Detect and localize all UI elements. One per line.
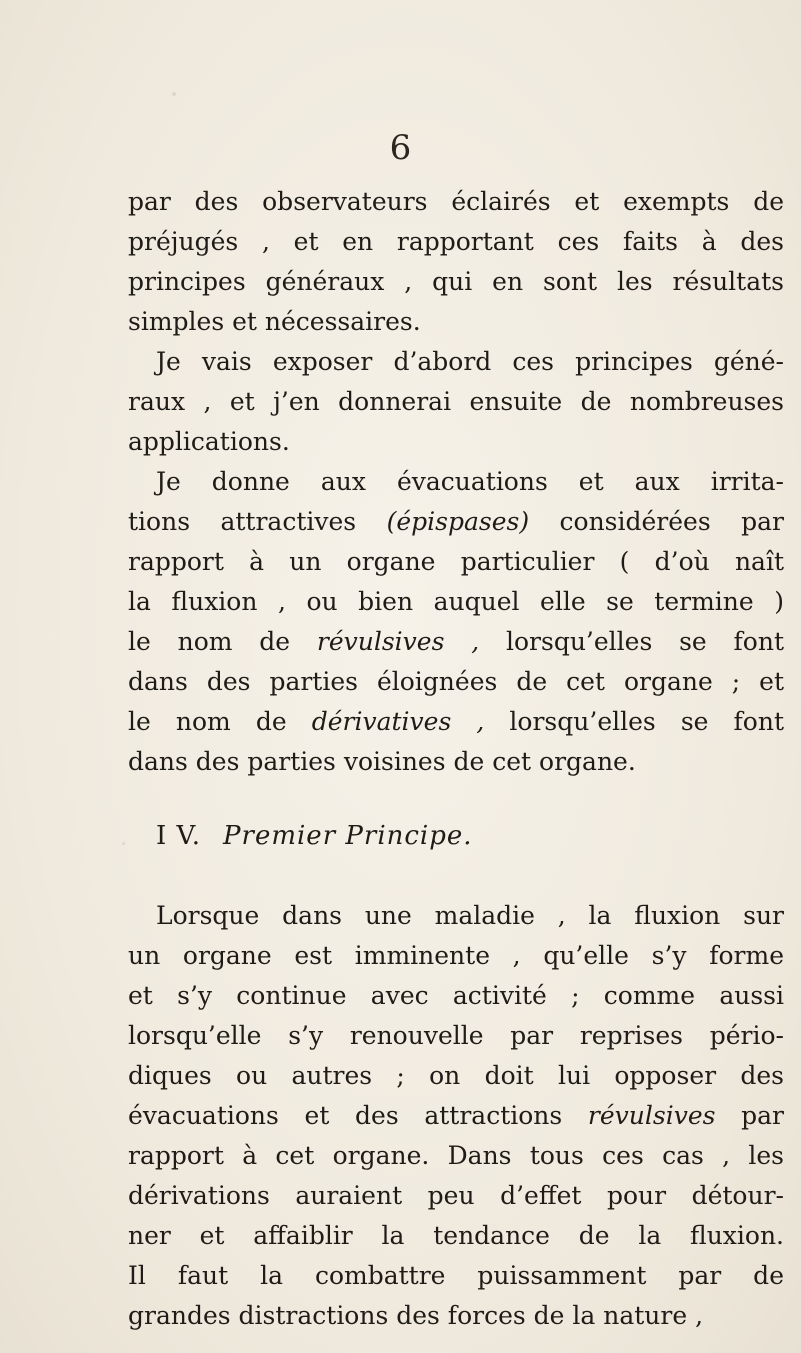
text-line: applications. [128, 427, 290, 456]
text-line: Il faut la combattre puissamment par de [128, 1261, 784, 1290]
text-line [128, 1096, 784, 1136]
paper-stain [122, 842, 125, 845]
section-heading [128, 816, 784, 856]
text-line: rapport à cet organe. Dans tous ces cas , les [128, 1141, 784, 1170]
italic-term: (épispases) [386, 507, 530, 536]
text-segment: par [715, 1101, 784, 1130]
text-line: dans des parties éloignées de cet organe ; et [128, 667, 784, 696]
text-line [128, 622, 784, 662]
text-line: principes généraux , qui en sont les résultats [128, 267, 784, 296]
text-line: par des observateurs éclairés et exempts de [128, 187, 784, 216]
text-line [128, 502, 784, 542]
text-line [128, 702, 784, 742]
text-line: Je donne aux évacuations et aux irrita- [156, 467, 784, 496]
text-line: un organe est imminente , qu’elle s’y forme [128, 941, 784, 970]
text-segment: lorsqu’elles se font [479, 627, 784, 656]
text-line: Je vais exposer d’abord ces principes géné- [156, 347, 784, 376]
text-line: dérivations auraient peu d’effet pour détour- [128, 1181, 784, 1210]
page-number: 6 [389, 128, 412, 168]
text-line: la fluxion , ou bien auquel elle se termine ) [128, 587, 784, 616]
text-line: lorsqu’elle s’y renouvelle par reprises pério- [128, 1021, 784, 1050]
text-segment: considérées par [529, 507, 784, 536]
text-line: simples et nécessaires. [128, 307, 421, 336]
italic-term: dérivatives , [311, 707, 485, 736]
text-segment: le nom de [128, 707, 312, 736]
text-line: grandes distractions des forces de la nature , [128, 1301, 704, 1330]
text-line: préjugés , et en rapportant ces faits à des [128, 227, 784, 256]
text-segment: lorsqu’elles se font [484, 707, 784, 736]
text-line: rapport à un organe particulier ( d’où naît [128, 547, 784, 576]
text-line: dans des parties voisines de cet organe. [128, 747, 636, 776]
text-segment: tions attractives [128, 507, 387, 536]
italic-term: révulsives [587, 1101, 716, 1130]
text-line: raux , et j’en donnerai ensuite de nombreuses [128, 387, 784, 416]
body-text [128, 182, 784, 1336]
italic-term: révulsives , [316, 627, 480, 656]
paper-stain [172, 92, 176, 96]
text-line: ner et affaiblir la tendance de la fluxion. [128, 1221, 784, 1250]
text-line: Lorsque dans une maladie , la fluxion sur [156, 901, 784, 930]
text-segment: le nom de [128, 627, 317, 656]
text-line: diques ou autres ; on doit lui opposer des [128, 1061, 784, 1090]
text-segment: évacuations et des attractions [128, 1101, 588, 1130]
section-title: Premier Principe. [223, 821, 473, 851]
text-line: et s’y continue avec activité ; comme aussi [128, 981, 784, 1010]
section-number: I V. [156, 821, 202, 851]
